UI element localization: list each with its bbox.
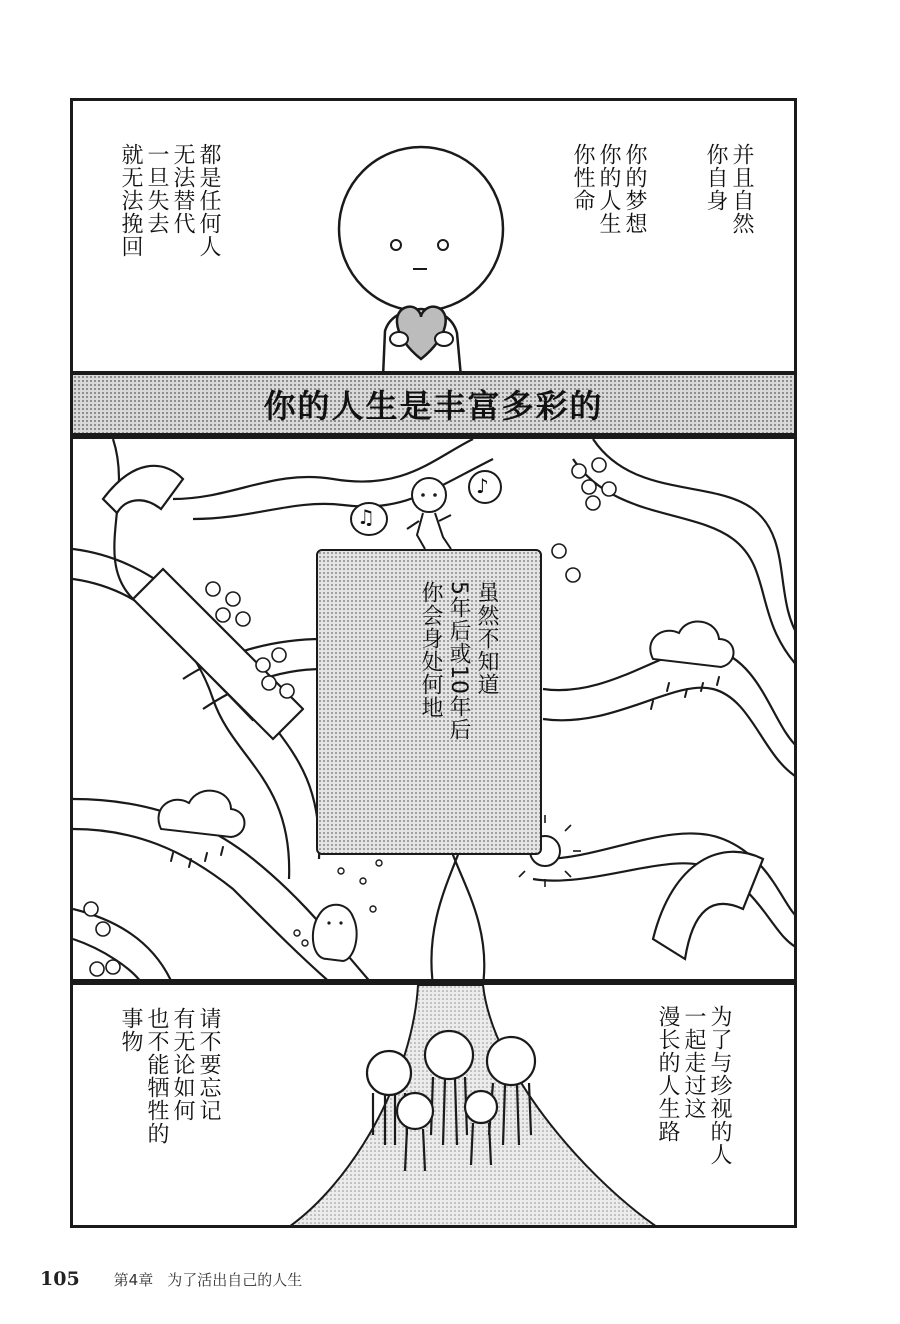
box-text: 虽然不知道 5年后或10年后 你会身处何地 [418,581,499,741]
future-text-box [316,549,542,855]
chapter-title: 为了活出自己的人生 [167,1271,303,1289]
note-left: ♫ [357,505,375,529]
title-banner [70,372,797,436]
panel1-text-right: 并且自然 你自身 [703,143,754,235]
panel1-text-middle: 你的梦想 你的人生 你性命 [570,143,647,235]
page-number: 105 [40,1268,80,1290]
panel3-text-right: 为了与珍视的人 一起走过这 漫长的人生路 [655,1005,732,1166]
panel1-text-left: 都是任何人 无法替代 一旦失去 就无法挽回 [118,143,221,258]
page-footer [40,1268,302,1298]
note-right: ♪ [476,474,489,498]
banner-title: 你的人生是丰富多彩的 [263,387,604,425]
panel3-text-left: 请不要忘记 有无论如何 也不能牺牲的 事物 [118,1007,221,1145]
panel-1 [70,98,797,374]
panel-3 [70,982,797,1228]
chapter-label: 第4章 [113,1271,154,1289]
